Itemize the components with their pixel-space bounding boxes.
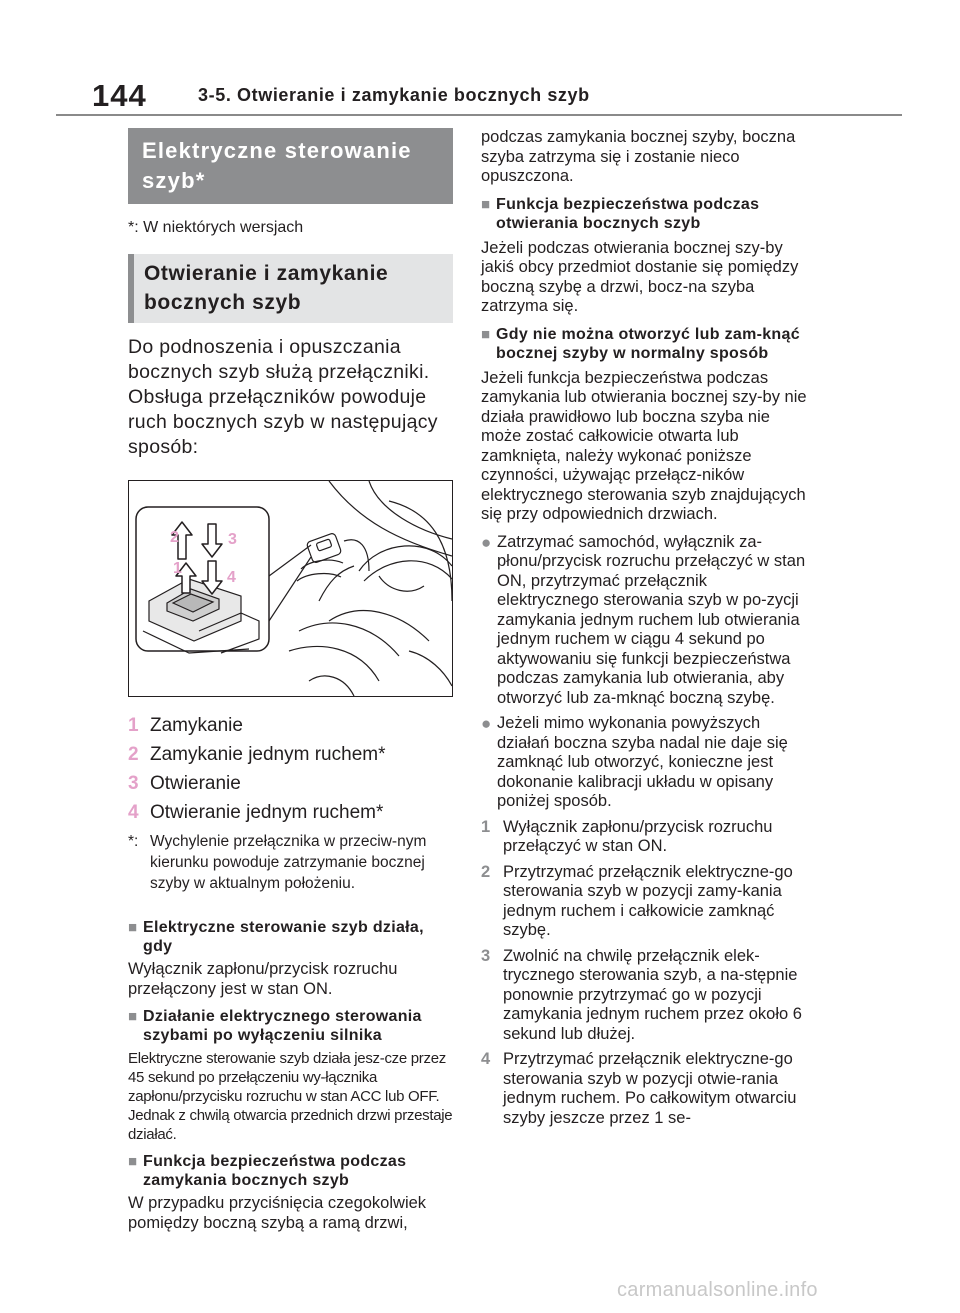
main-heading: Elektryczne sterowanie szyb* [128, 128, 453, 204]
illustration-drawing [129, 481, 452, 696]
sub-heading: Otwieranie i zamykanie bocznych szyb [128, 254, 453, 323]
square-bullet-icon: ■ [128, 919, 138, 936]
bullet-item: ● Jeżeli mimo wykonania powyższych działań boczna szyba nadal nie daje się zamknąć lub otworzyć, konieczne jest dokonanie kalibracji układu w opisany poniżej sposób. [481, 714, 788, 810]
section-heading-operation: ■ Elektryczne sterowanie szyb działa, gdy [128, 919, 424, 955]
right-column [481, 128, 811, 1128]
bullet-item: ● Zatrzymać samochód, wyłącznik za-płonu/przycisk rozruchu przełączyć w stan ON, przytrzymać przełącznik elektrycznego sterowania szyb w po-zycji zamykania jednym ruchem lub otwierania jednym ruchem w ciągu 4 sekund po aktywowaniu się funkcji bezpieczeństwa podczas zamykania lub otwierania, aby otworzyć lub za-mknąć boczną szybę. [481, 532, 806, 707]
legend-item: 3 Otwieranie [128, 773, 241, 794]
step-item: 2 Przytrzymać przełącznik elektryczne-go sterowania szyb w pozycji zamy-kania jednym ruchem i całkowicie zamknąć szybę. [481, 862, 793, 939]
legend-item: 2 Zamykanie jednym ruchem* [128, 744, 386, 765]
figure-label-4: 4 [227, 569, 236, 586]
page-number: 144 [92, 78, 147, 113]
left-column [128, 128, 453, 1233]
watermark: carmanualsonline.info [617, 1279, 818, 1301]
section-text: W przypadku przyciśnięcia czegokolwiek pomiędzy boczną szybą a ramą drzwi, [128, 1194, 427, 1232]
footnote: *: Wychylenie przełącznika w przeciw-nym kierunku powoduje zatrzymanie bocznej szyby w aktualnym położeniu. [128, 833, 427, 892]
section-text: Elektryczne sterowanie szyb działa jesz-cze przez 45 sekund po przełączeniu wy-łącznika zapłonu/przycisku rozruchu w stan ACC lub OFF. Jednak z chwilą otwarcia przednich drzwi przestaje działać. [128, 1050, 453, 1143]
section-text: Jeżeli podczas otwierania bocznej szy-by jakiś obcy przedmiot dostanie się pomiędzy boczną szybę a drzwi, bocz-na szyba zatrzyma się. [481, 238, 799, 315]
circle-bullet-icon: ● [481, 532, 492, 552]
circle-bullet-icon: ● [481, 714, 492, 733]
section-heading-cannot-operate: ■ Gdy nie można otworzyć lub zam-knąć bocznej szyby w normalny sposób [481, 325, 800, 362]
section-title: 3-5. Otwieranie i zamykanie bocznych szyb [198, 85, 590, 105]
section-text: Jeżeli funkcja bezpieczeństwa podczas zamykania lub otwierania bocznej szy-by nie działa prawidłowo lub boczna szyba nie może zostać całkowicie otwarta lub zamknięta, należy wykonać poniższe czynności, używając przełącz-ników elektrycznego sterowania szyb znajdujących się przy odpowiednich drzwiach. [481, 368, 807, 523]
window-switch-illustration [128, 480, 453, 697]
page-header [92, 78, 902, 118]
step-item: 3 Zwolnić na chwilę przełącznik elek-trycznego sterowania szyb, a na-stępnie ponownie przytrzymać go w pozycji zamykania jednym ruchem przez około 6 sekund lub dłużej. [481, 946, 802, 1043]
section-heading-after-engine-off: ■ Działanie elektrycznego sterowania szybami po wyłączeniu silnika [128, 1008, 422, 1044]
figure-label-2: 2 [170, 529, 179, 546]
legend-list [128, 711, 453, 827]
continued-text: podczas zamykania bocznej szyby, boczna szyba zatrzyma się i zostanie nieco opuszczona. [481, 128, 796, 185]
square-bullet-icon: ■ [128, 1008, 138, 1025]
square-bullet-icon: ■ [481, 195, 491, 213]
intro-paragraph: Do podnoszenia i opuszczania bocznych szyb służą przełączniki. Obsługa przełączników powoduje ruch bocznych szyb w następujący sposób: [128, 336, 438, 458]
section-text: Wyłącznik zapłonu/przycisk rozruchu przełączony jest w stan ON. [128, 960, 398, 998]
step-item: 1 Wyłącznik zapłonu/przycisk rozruchu przełączyć w stan ON. [481, 817, 773, 855]
section-heading-open-safety: ■ Funkcja bezpieczeństwa podczas otwierania bocznych szyb [481, 195, 760, 232]
legend-item: 4 Otwieranie jednym ruchem* [128, 802, 384, 823]
square-bullet-icon: ■ [128, 1153, 138, 1170]
versions-note: *: W niektórych wersjach [128, 219, 304, 236]
section-heading-close-safety: ■ Funkcja bezpieczeństwa podczas zamykania bocznych szyb [128, 1153, 407, 1189]
figure-label-1: 1 [173, 560, 182, 577]
figure-label-3: 3 [228, 531, 237, 548]
step-item: 4 Przytrzymać przełącznik elektryczne-go sterowania szyb w pozycji otwie-rania jednym ruchem. Po całkowitym otwarciu szyby jeszcze przez 1 se- [481, 1050, 797, 1127]
square-bullet-icon: ■ [481, 325, 491, 343]
legend-item: 1 Zamykanie [128, 715, 243, 736]
header-divider [56, 114, 902, 116]
